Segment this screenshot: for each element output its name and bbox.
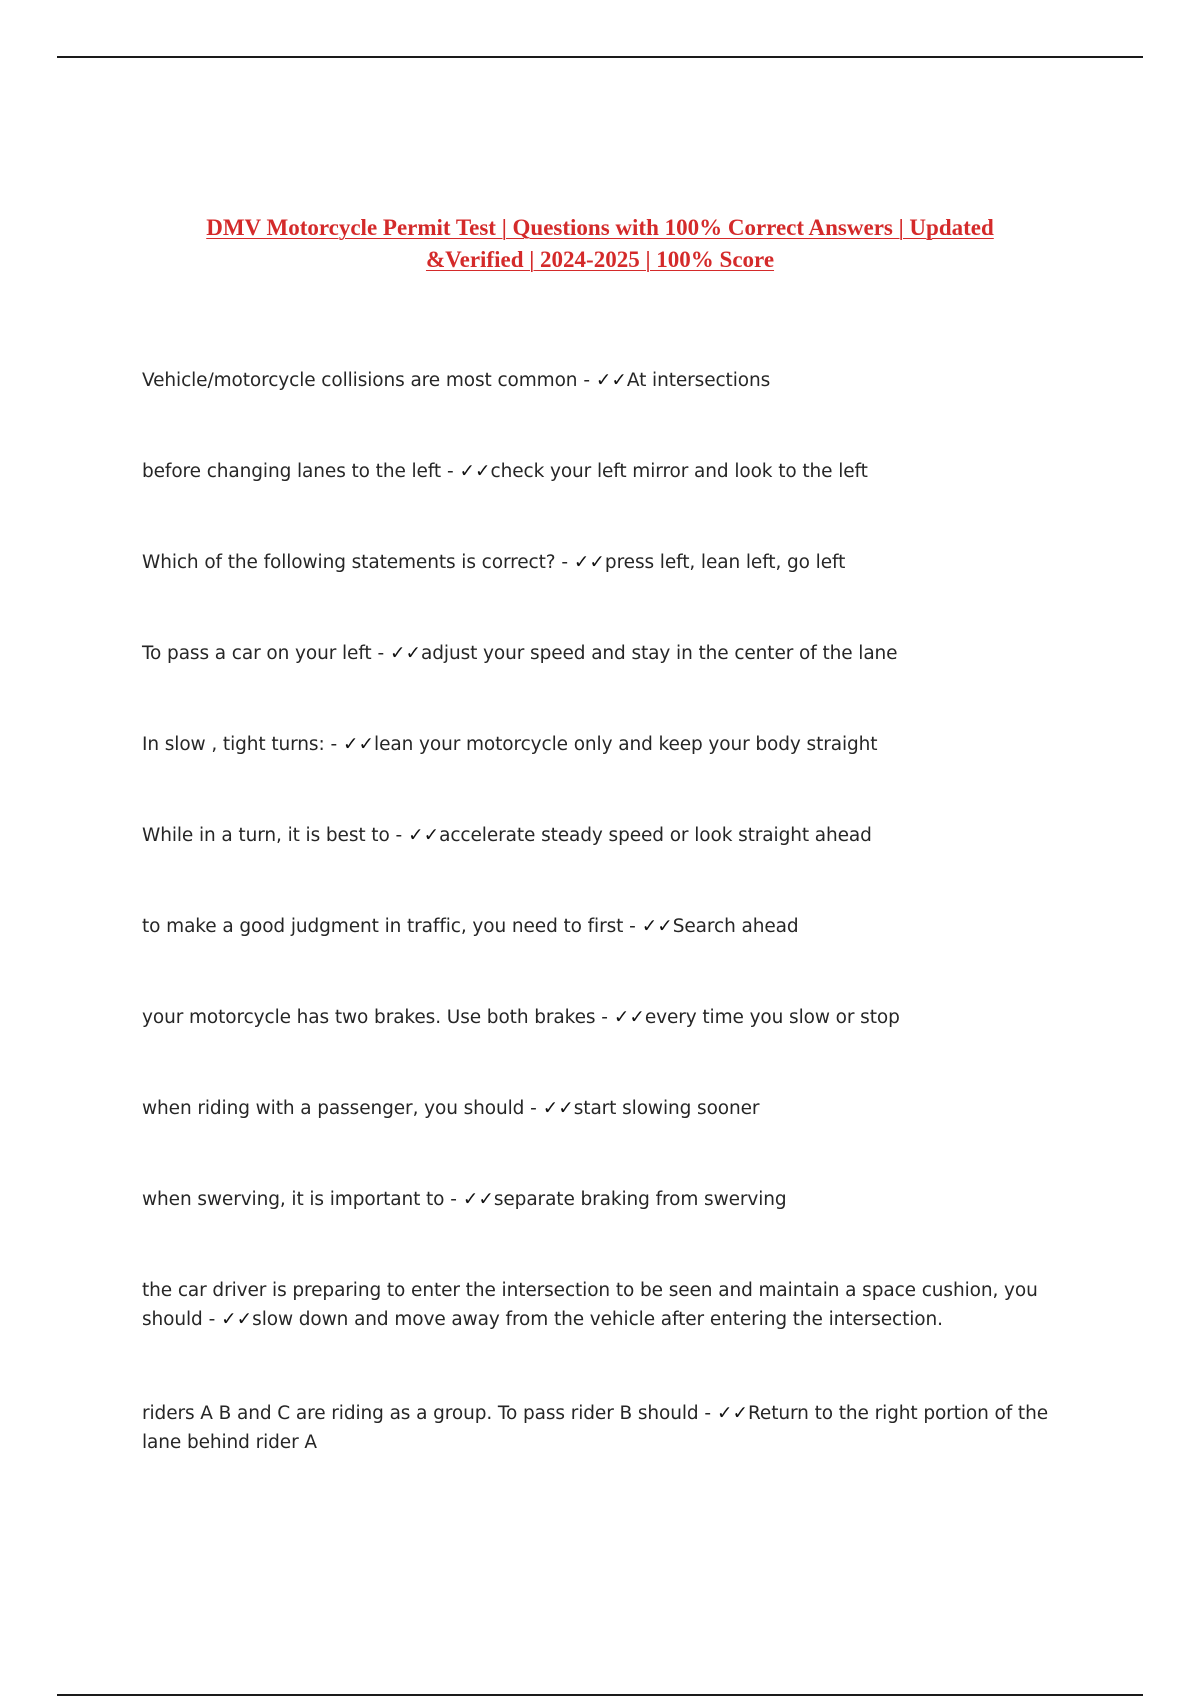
page-title <box>150 212 1050 276</box>
qa-item <box>142 821 1072 912</box>
answer-text: At intersections <box>626 370 771 391</box>
answer-text: lean your motorcycle only and keep your body straight <box>374 734 878 755</box>
separator: - <box>524 1098 543 1119</box>
separator: - <box>444 1189 463 1210</box>
answer-text: check your left mirror and look to the left <box>490 461 868 482</box>
qa-item <box>142 366 1072 457</box>
check-icon: ✓✓ <box>542 1098 574 1119</box>
separator: - <box>698 1403 717 1424</box>
answer-text: press left, lean left, go left <box>604 552 846 573</box>
top-rule <box>57 56 1143 58</box>
question-text: the car driver is preparing to enter the intersection to be seen and maintain a space cushion, you should <box>142 1280 1038 1330</box>
qa-item <box>142 548 1072 639</box>
title-line-2: &Verified | 2024-2025 | 100% Score <box>425 247 775 272</box>
bottom-rule <box>57 1694 1143 1696</box>
separator: - <box>324 734 344 755</box>
qa-item <box>142 1276 1072 1399</box>
check-icon: ✓✓ <box>716 1403 748 1424</box>
check-icon: ✓✓ <box>641 916 673 937</box>
question-text: to make a good judgment in traffic, you need to first <box>142 916 624 937</box>
qa-item <box>142 1185 1072 1276</box>
separator: - <box>202 1309 222 1330</box>
check-icon: ✓✓ <box>221 1309 253 1330</box>
answer-text: slow down and move away from the vehicle after entering the intersection. <box>252 1309 943 1330</box>
title-line-1: DMV Motorcycle Permit Test | Questions with 100% Correct Answers | Updated <box>206 215 994 240</box>
separator: - <box>371 643 391 664</box>
qa-item <box>142 1399 1072 1522</box>
check-icon: ✓✓ <box>595 370 627 391</box>
question-text: In slow , tight turns: <box>142 734 325 755</box>
qa-list <box>142 366 1072 1522</box>
question-text: Which of the following statements is correct? <box>142 552 556 573</box>
question-text: before changing lanes to the left <box>142 461 442 482</box>
check-icon: ✓✓ <box>390 643 422 664</box>
separator: - <box>555 552 574 573</box>
qa-item <box>142 1003 1072 1094</box>
answer-text: separate braking from swerving <box>493 1189 787 1210</box>
check-icon: ✓✓ <box>343 734 375 755</box>
qa-item <box>142 457 1072 548</box>
qa-item <box>142 1094 1072 1185</box>
separator: - <box>577 370 596 391</box>
separator: - <box>595 1007 614 1028</box>
qa-item <box>142 639 1072 730</box>
qa-item <box>142 912 1072 1003</box>
answer-text: accelerate steady speed or look straight ahead <box>439 825 872 846</box>
separator: - <box>389 825 409 846</box>
question-text: riders A B and C are riding as a group. To pass rider B should <box>142 1403 699 1424</box>
check-icon: ✓✓ <box>408 825 440 846</box>
check-icon: ✓✓ <box>573 552 605 573</box>
answer-text: Search ahead <box>672 916 799 937</box>
question-text: when riding with a passenger, you should <box>142 1098 525 1119</box>
answer-text: every time you slow or stop <box>644 1007 900 1028</box>
answer-text: start slowing sooner <box>573 1098 760 1119</box>
question-text: your motorcycle has two brakes. Use both brakes <box>142 1007 596 1028</box>
question-text: Vehicle/motorcycle collisions are most common <box>142 370 578 391</box>
separator: - <box>623 916 642 937</box>
question-text: To pass a car on your left <box>142 643 372 664</box>
question-text: While in a turn, it is best to <box>142 825 390 846</box>
answer-text: adjust your speed and stay in the center of the lane <box>421 643 898 664</box>
check-icon: ✓✓ <box>459 461 491 482</box>
check-icon: ✓✓ <box>462 1189 494 1210</box>
question-text: when swerving, it is important to <box>142 1189 445 1210</box>
qa-item <box>142 730 1072 821</box>
separator: - <box>441 461 460 482</box>
answer-text: Return to the right portion of the lane behind rider A <box>142 1403 1048 1453</box>
check-icon: ✓✓ <box>613 1007 645 1028</box>
